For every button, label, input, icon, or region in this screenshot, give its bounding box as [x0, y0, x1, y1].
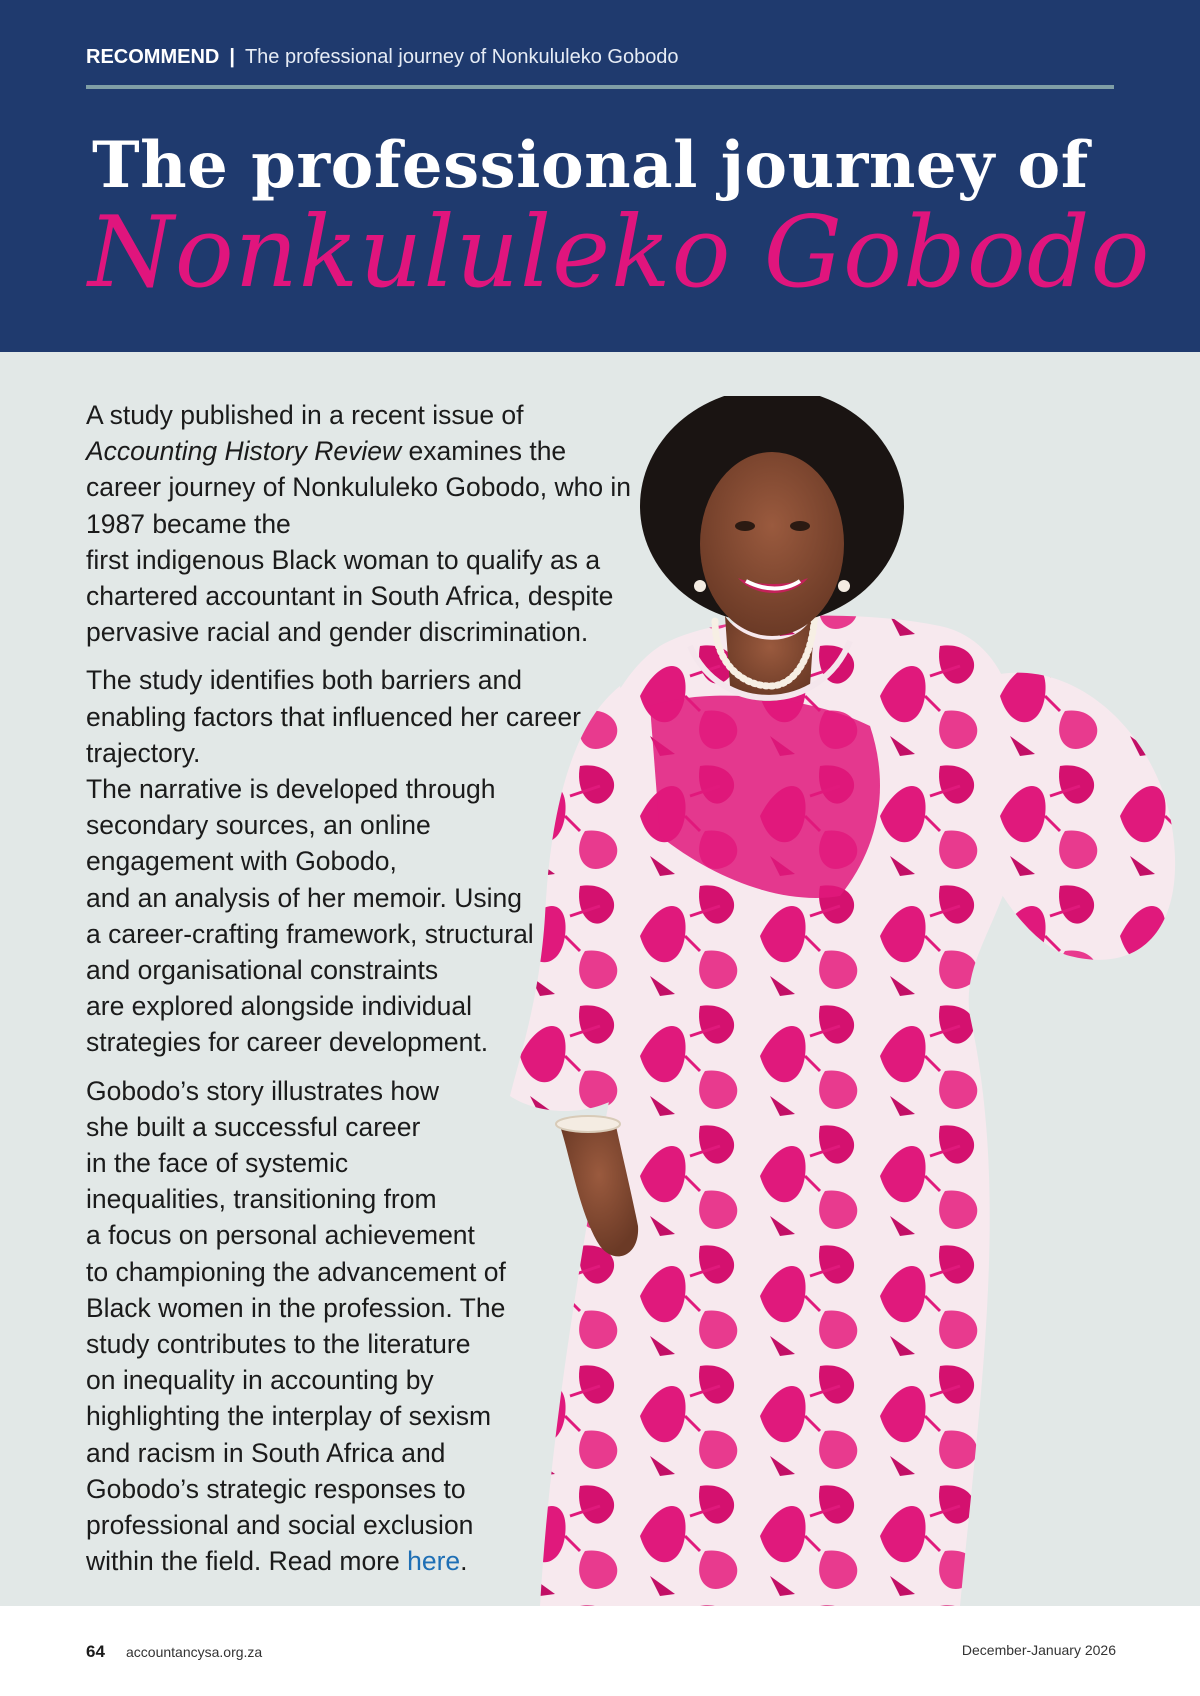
- text-line: she built a successful career: [86, 1111, 421, 1142]
- section-breadcrumb: [86, 46, 679, 69]
- paragraph-1: [86, 397, 686, 650]
- text-line: 1987 became the: [86, 508, 291, 539]
- text-line: [86, 1543, 686, 1579]
- text-line: A study published in a recent issue of: [86, 400, 524, 430]
- text-line: are explored alongside individual: [86, 991, 472, 1022]
- text-line: a career-crafting framework, structural: [86, 918, 534, 949]
- read-more-link[interactable]: here: [407, 1546, 461, 1577]
- text-line: secondary sources, an online: [86, 810, 431, 841]
- text-line: Gobodo’s strategic responses to: [86, 1473, 466, 1504]
- text-line: Gobodo’s story illustrates how: [86, 1075, 440, 1106]
- text-span: within the field. Read more: [86, 1546, 408, 1577]
- text-line: chartered accountant in South Africa, despite: [86, 581, 614, 612]
- text-line: study contributes to the literature: [86, 1329, 471, 1360]
- text-span: examines the: [401, 436, 567, 467]
- text-line: career journey of Nonkululeko Gobodo, who in: [86, 472, 632, 503]
- text-line: and an analysis of her memoir. Using: [86, 882, 522, 913]
- paragraph-3: [86, 1073, 686, 1580]
- text-line: trajectory.: [86, 737, 201, 768]
- text-line: strategies for career development.: [86, 1027, 489, 1058]
- header-divider: [86, 85, 1114, 89]
- text-line: on inequality in accounting by: [86, 1365, 434, 1396]
- section-title: The professional journey of Nonkululeko Gobodo: [244, 46, 679, 68]
- text-line: [86, 433, 686, 469]
- text-line: in the face of systemic: [86, 1148, 349, 1179]
- text-line: enabling factors that influenced her career: [86, 701, 581, 732]
- section-label: RECOMMEND: [86, 46, 220, 68]
- text-line: The study identifies both barriers and: [86, 665, 523, 696]
- headline-line1: The professional journey of: [92, 128, 1089, 203]
- header-banner: [0, 0, 1200, 352]
- text-line: pervasive racial and gender discrimination.: [86, 617, 589, 648]
- text-line: engagement with Gobodo,: [86, 846, 397, 877]
- text-line: The narrative is developed through: [86, 774, 496, 805]
- text-line: a focus on personal achievement: [86, 1220, 475, 1251]
- text-line: highlighting the interplay of sexism: [86, 1401, 492, 1432]
- text-line: and organisational constraints: [86, 955, 439, 986]
- text-line: and racism in South Africa and: [86, 1437, 446, 1468]
- text-line: to championing the advancement of: [86, 1256, 506, 1287]
- issue-date: December-January 2026: [961, 1642, 1116, 1658]
- breadcrumb-separator: |: [229, 46, 235, 68]
- text-line: professional and social exclusion: [86, 1510, 474, 1541]
- journal-title: Accounting History Review: [86, 436, 402, 467]
- website-url: accountancysa.org.za: [126, 1644, 263, 1660]
- text-line: Black women in the profession. The: [86, 1292, 506, 1323]
- paragraph-2: [86, 662, 686, 1060]
- page-number: 64: [86, 1642, 105, 1661]
- text-line: inequalities, transitioning from: [86, 1184, 437, 1215]
- text-span: .: [460, 1546, 468, 1577]
- text-line: first indigenous Black woman to qualify as a: [86, 544, 601, 575]
- page-footer: [0, 1606, 1200, 1696]
- headline-name: Nonkululeko Gobodo: [88, 196, 1151, 310]
- article-text: [86, 397, 686, 1592]
